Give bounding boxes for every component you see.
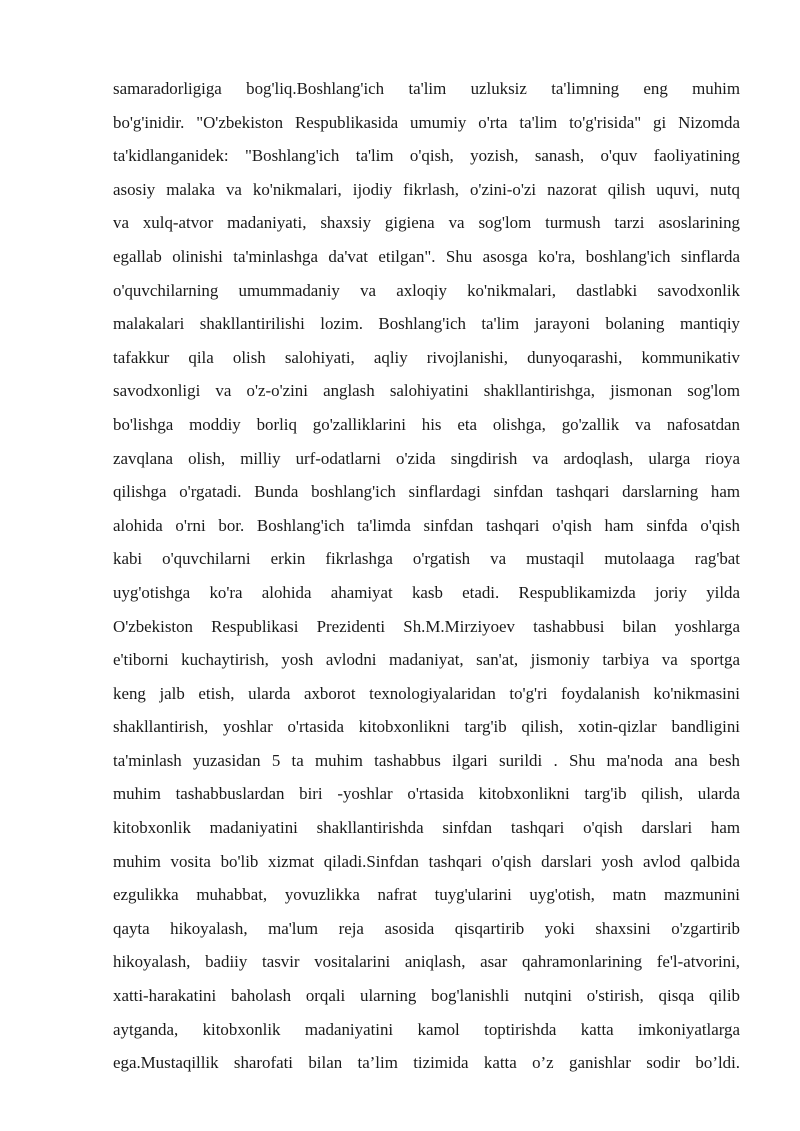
text-line: muhim vosita bo'lib xizmat qiladi.Sinfdan tashqari o'qish darslari yosh avlod qalbida: [113, 851, 740, 871]
text-line: O'zbekiston Respublikasi Prezidenti Sh.M.Mirziyoev tashabbusi bilan yoshlarga: [113, 616, 740, 636]
text-line: ta'minlash yuzasidan 5 ta muhim tashabbus ilgari surildi . Shu ma'noda ana besh: [113, 750, 740, 770]
text-line: va xulq-atvor madaniyati, shaxsiy gigiena va sog'lom turmush tarzi asoslarining: [113, 213, 740, 233]
text-line: alohida o'rni bor. Boshlang'ich ta'limda sinfdan tashqari o'qish ham sinfda o'qish: [113, 515, 740, 535]
text-line: xatti-harakatini baholash orqali ularning bog'lanishli nutqini o'stirish, qisqa qilib: [113, 986, 740, 1006]
text-line: hikoyalash, badiiy tasvir vositalarini aniqlash, asar qahramonlarining fe'l-atvorini,: [113, 952, 740, 972]
text-line: asosiy malaka va ko'nikmalari, ijodiy fikrlash, o'zini-o'zi nazorat qilish uquvi, nutq: [113, 179, 740, 199]
text-line: muhim tashabbuslardan biri -yoshlar o'rtasida kitobxonlikni targ'ib qilish, ularda: [113, 784, 740, 804]
text-line: keng jalb etish, ularda axborot texnologiyalaridan to'g'ri foydalanish ko'nikmasini: [113, 683, 740, 703]
text-line: qilishga o'rgatadi. Bunda boshlang'ich sinflardagi sinfdan tashqari darslarning ham: [113, 482, 740, 502]
text-line: shakllantirish, yoshlar o'rtasida kitobxonlikni targ'ib qilish, xotin-qizlar bandligini: [113, 717, 740, 737]
text-line: o'quvchilarning umummadaniy va axloqiy ko'nikmalari, dastlabki savodxonlik: [113, 280, 740, 300]
text-line: savodxonligi va o'z-o'zini anglash salohiyatini shakllantirishga, jismonan sog'lom: [113, 381, 740, 401]
text-line: tafakkur qila olish salohiyati, aqliy rivojlanishi, dunyoqarashi, kommunikativ: [113, 347, 740, 367]
text-line: ta'kidlanganidek: "Boshlang'ich ta'lim o'qish, yozish, sanash, o'quv faoliyatining: [113, 146, 740, 166]
text-line: zavqlana olish, milliy urf-odatlarni o'zida singdirish va ardoqlash, ularga rioya: [113, 448, 740, 468]
body-text: [113, 72, 740, 1080]
text-line: qayta hikoyalash, ma'lum reja asosida qisqartirib yoki shaxsini o'zgartirib: [113, 918, 740, 938]
text-line: ega.Mustaqillik sharofati bilan ta’lim tizimida katta o’z ganishlar sodir bo’ldi.: [113, 1053, 740, 1073]
text-line: e'tiborni kuchaytirish, yosh avlodni madaniyat, san'at, jismoniy tarbiya va sportga: [113, 650, 740, 670]
text-line: uyg'otishga ko'ra alohida ahamiyat kasb etadi. Respublikamizda joriy yilda: [113, 582, 740, 602]
text-line: kabi o'quvchilarni erkin fikrlashga o'rgatish va mustaqil mutolaaga rag'bat: [113, 549, 740, 569]
text-line: bo'g'inidir. "O'zbekiston Respublikasida umumiy o'rta ta'lim to'g'risida" gi Nizomda: [113, 112, 740, 132]
text-line: aytganda, kitobxonlik madaniyatini kamol toptirishda katta imkoniyatlarga: [113, 1019, 740, 1039]
text-line: samaradorligiga bog'liq.Boshlang'ich ta'lim uzluksiz ta'limning eng muhim: [113, 79, 740, 98]
text-line: kitobxonlik madaniyatini shakllantirishda sinfdan tashqari o'qish darslari ham: [113, 818, 740, 838]
text-line: ezgulikka muhabbat, yovuzlikka nafrat tuyg'ularini uyg'otish, matn mazmunini: [113, 885, 740, 905]
text-line: egallab olinishi ta'minlashga da'vat etilgan". Shu asosga ko'ra, boshlang'ich sinflarda: [113, 246, 740, 266]
text-line: bo'lishga moddiy borliq go'zalliklarini his eta olishga, go'zallik va nafosatdan: [113, 414, 740, 434]
text-line: malakalari shakllantirilishi lozim. Boshlang'ich ta'lim jarayoni bolaning mantiqiy: [113, 314, 740, 334]
